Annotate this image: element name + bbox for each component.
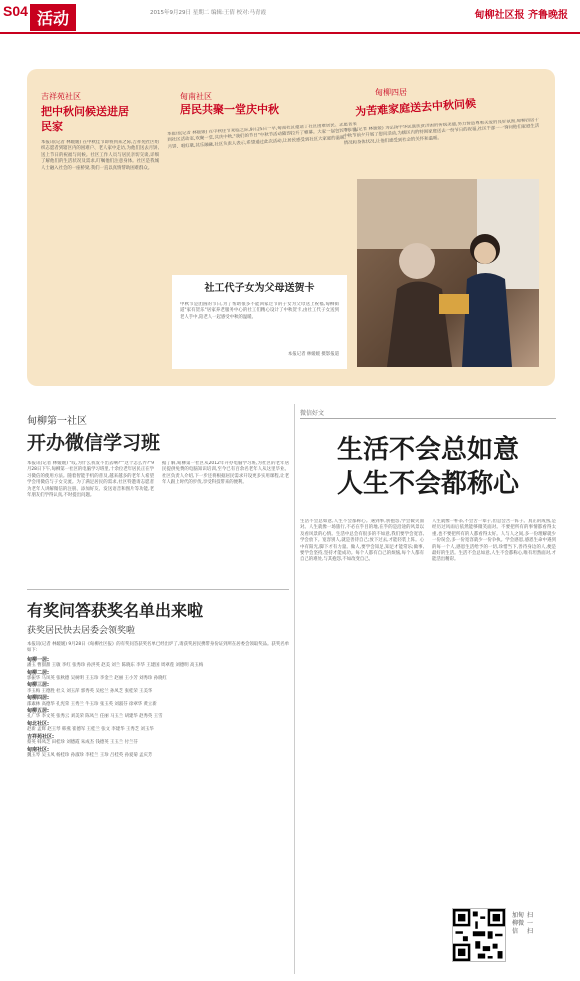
page-header (0, 0, 580, 34)
article-prize-list (27, 598, 289, 759)
section-label: 活动 (30, 4, 76, 31)
winner-group: 甸柳一居: 潘玉 曹甜甜 王敏 李红 张秀珍 孙洪英 赵美 刘兰 陈晓东 李华 王建国 周翠莲 刘德明 高玉梅 (27, 657, 289, 670)
winner-names: 孔广华 李文英 张秀云 刘美荣 陈凤兰 任丽 马玉兰 胡建华 赵秀英 王雪 (27, 714, 163, 720)
photo-elder-with-volunteer (357, 179, 539, 367)
kicker: 甸南社区 (180, 92, 212, 101)
body-right: 人生就像一杯茶,不会苦一辈子,但总会苦一阵子。真正的成熟,是经历过风雨后依然能够微笑面对。不要把所有的事情都看得太重,也不要把所有的人都看得太好。人与人之间,多一份理解就少一份误会,多一份宽容就少一份争执。学会感恩,感恩生命中遇到的每一个人,感恩生活给予的一切,珍惜当下,善待身边的人,便是最好的生活。生活不会总如意,人生不会都称心,唯有坦然面对,才能活出精彩。 (432, 519, 556, 563)
winner-names: 魏玉琴 吴玉凤 杨桂珍 孙淑珍 李桂兰 王珍 吕桂英 孙爱菊 孟庆芳 (27, 752, 153, 758)
byline: 本报记者 林媛媛 摄影报道 (287, 352, 339, 357)
winner-groups (27, 657, 289, 760)
subheadline: 获奖居民快去居委会领奖啦 (27, 626, 136, 636)
winner-group: 甸南社区: 魏玉琴 吴玉凤 杨桂珍 孙淑珍 李桂兰 王珍 吕桂英 孙爱菊 孟庆芳 (27, 747, 289, 760)
paper-name: 甸柳社区报 齐鲁晚报 (474, 10, 568, 21)
body-text: 本报讯(记者 林媛媛) 为弘扬中华民族扶贫济困的传统美德,努力营造尊重关爱的良好氛围,甸柳四居于中秋节前夕开展了慰问活动,为辖区内的特困家庭送去一份节日的祝福,社区干部一一询问他们家庭生活情况和身体状况,让他们感受到社会的关怀和温暖。 (343, 117, 540, 146)
winner-group: 甸柳三居: 李玉梅 王德胜 杜义 刘玉萍 郭秀英 吴松兰 孙凤芝 张桂荣 王美华 (27, 682, 289, 695)
winner-names: 李玉梅 王德胜 杜义 刘玉萍 郭秀英 吴松兰 孙凤芝 张桂荣 王美华 (27, 688, 153, 694)
article-weixin-class (27, 412, 289, 571)
headline: 为苦难家庭送去中秋问候 (354, 97, 477, 119)
qr-code-icon (453, 909, 505, 961)
headline: 把中秋问候送进居民家 (41, 105, 129, 133)
headline: 社工代子女为父母送贺卡 (204, 283, 315, 294)
winner-names: 郭振华 马凤英 张秋德 吴树明 王玉珍 李金兰 赵丽 王小芳 刘秀珍 孙晓红 (27, 676, 167, 682)
body-text: 中秋节是团圆的节日,为了帮助很多不能回家过节的子女为父母送上祝福,甸柳街道"家有贺乐"居家养老服务中心的社工们精心设计了中秋贺卡,由社工代子女送到老人手中,陪老人一起感受中秋的温暖。 (180, 302, 339, 320)
article-essay (300, 408, 556, 959)
winner-names: 赵新 孟辉 赵王琴 韩燕 崔德军 王桂兰 张文 李建华 王秀芝 刘玉华 (27, 727, 154, 733)
winner-group: 甸柳二居: 郭振华 马凤英 张秋德 吴树明 王玉珍 李金兰 赵丽 王小芳 刘秀珍 孙晓红 (27, 670, 289, 683)
body-left: 本报讯(记者 林媛媛) "哎,为什么我发不出去啊?""这个怎么弄?"9月28日下午,甸柳第一社区的电脑学习班里,十余位老年居民正在学习微信的使用方法。随着智能手机的普及,越来越多的老年人希望学会用微信与子女交流。为了满足居民的需求,社区特邀请志愿者为老年人讲解微信的注册、添加好友、发送语音和图片等功能,老年朋友们学得认真,不时提出问题。 (27, 461, 154, 499)
winner-group: 甸柳五居: 孔广华 李文英 张秀云 刘美荣 陈凤兰 任丽 马玉兰 胡建华 赵秀英 王雪 (27, 708, 289, 721)
body-text: 本报讯(记者 林媛媛) 在中秋佳节即将到来之际,吉祥苑社区组织志愿者到辖区内的困难户、老人家中走访,为他们送去月饼,送上节日的祝福与问候。社区工作人员与居民亲切交谈,详细了解他们的生活状况及需求,叮嘱他们注意身体。社区是我城人士融入社会的一座桥梁,我们一直以真情帮助困难群众。 (41, 140, 159, 171)
photo-illustration (357, 179, 539, 367)
qr-caption: 加甸柳微信 (512, 912, 525, 935)
page-number: S04 (3, 3, 28, 19)
article-diannan (166, 91, 360, 247)
winner-group: 甸北社区: 赵新 孟辉 赵王琴 韩燕 崔德军 王桂兰 张文 李建华 王秀芝 刘玉华 (27, 721, 289, 734)
headline: 开办微信学习班 (27, 432, 161, 454)
kicker: 甸柳四居 (375, 88, 407, 97)
kicker: 微信好文 (300, 408, 556, 419)
headline: 居民共聚一堂庆中秋 (180, 103, 279, 116)
body-text: 本报讯(记者 林媛媛) 在中秋佳节来临之际,9月25日一早,甸南社区邀请了社区困难居民、志愿者来到社区活动室,欢聚一堂,共庆中秋,"我们的节日"中秋节活动随即拉开了帷幕。大家一起包饺子、品月饼、唱红歌,其乐融融,社区负责人表示,希望通过此次活动,让居民感受到社区大家庭的温暖。 (166, 122, 358, 150)
kicker: 甸柳第一社区 (27, 416, 87, 427)
article-greeting-card (172, 275, 347, 369)
body-left: 生活不会总如意,人生不会都称心。遇到事,别抱怨,学会微笑面对。人生就像一场旅行,不必在乎目的地,在乎的是沿途的风景以及看风景的心情。生活中总会有很多的不如意,我们要学会宽容,学会放下。宽容别人,就是善待自己;放下过去,才能轻装上阵。心中有阳光,脚下才有力量。做人,要学会知足,知足才能常乐;做事,要学会坚持,坚持才能成功。每个人都有自己的烦恼,每个人都有自己的难处,与其抱怨,不如改变自己。 (300, 519, 424, 563)
title-line-1: 生活不会总如意 (336, 435, 519, 465)
winner-group: 甸柳四居: 邵素林 高德华 孔宪荣 王秀兰 牛玉珍 张玉英 刘淑芬 徐翠华 黄立新 (27, 695, 289, 708)
article-jixiangyuan (41, 91, 159, 368)
title-line-2: 人生不会都称心 (336, 469, 519, 499)
intro-text: 本报讯(记者 林媛媛) 9月28日《甸柳社区报》的有奖问答获奖名单已经出炉了,请获奖居民携带身份证到所在居委会领取奖品。获奖名单如下: (27, 642, 289, 654)
headline: 有奖问答获奖名单出来啦 (27, 601, 204, 620)
winner-group: 吉祥苑社区: 蔡英 韩凤芝 田桂珍 刘德霞 朱成杰 钱德英 王玉兰 付兰芬 (27, 734, 289, 747)
qr-code (452, 908, 506, 962)
body-right: 据了解,甸柳第一社区从2012年开办电脑学习班,为社区的老年居民提供免费的电脑知识培训,至今已有百余名老年人从这里毕业。社区负责人介绍,下一步还将根据居民需求开设更多实用课程,让老年人跟上时代的步伐,享受科技带来的便利。 (162, 461, 289, 486)
scan-label: 扫一扫 (527, 912, 534, 935)
divider (27, 589, 289, 590)
issue-meta: 2015年9月29日 星期二 编辑:王倩 校对:马青霞 (150, 10, 266, 16)
winner-names: 蔡英 韩凤芝 田桂珍 刘德霞 朱成杰 钱德英 王玉兰 付兰芬 (27, 740, 138, 746)
kicker: 吉祥苑社区 (41, 92, 81, 101)
winner-names: 邵素林 高德华 孔宪荣 王秀兰 牛玉珍 张玉英 刘淑芬 徐翠华 黄立新 (27, 701, 157, 707)
column-divider (294, 404, 295, 974)
top-feature-box (27, 69, 555, 386)
winner-names: 潘玉 曹甜甜 王敏 李红 张秀珍 孙洪英 赵美 刘兰 陈晓东 李华 王建国 周翠莲 刘德明 高玉梅 (27, 663, 204, 669)
